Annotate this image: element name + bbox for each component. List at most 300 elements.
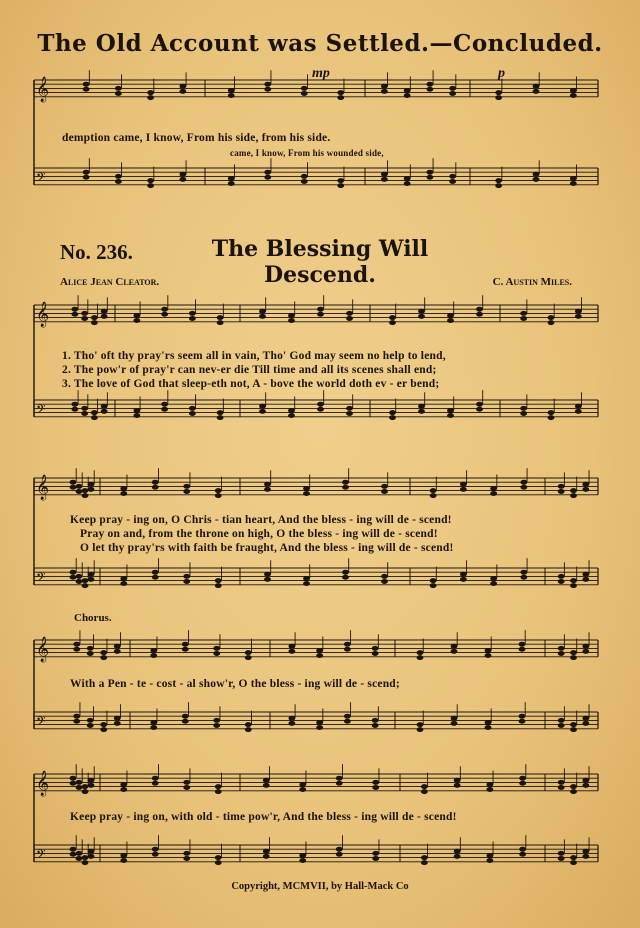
note-head — [115, 174, 122, 179]
note-head — [426, 82, 433, 87]
note-head — [570, 493, 577, 498]
bass-clef: 𝄢 — [36, 401, 46, 420]
note-head — [418, 409, 425, 414]
note-head — [70, 852, 77, 857]
note-head — [182, 642, 189, 647]
note-head — [299, 858, 306, 863]
note-head — [183, 579, 190, 584]
note-head — [71, 307, 78, 312]
note-head — [228, 181, 235, 186]
chorus-lyric-2: Keep pray - ing on, with old - time pow'r, And the bless - ing will de - scend! — [70, 811, 457, 823]
note-head — [228, 93, 235, 98]
note-head — [303, 486, 310, 491]
note-head — [264, 577, 271, 582]
note-head — [421, 784, 428, 789]
note-head — [336, 781, 343, 786]
note-head — [449, 174, 456, 179]
note-head — [150, 653, 157, 658]
note-head — [449, 86, 456, 91]
treble-clef: 𝄞 — [36, 770, 50, 796]
note-head — [519, 852, 526, 857]
note-head — [147, 95, 154, 100]
note-head — [575, 314, 582, 319]
note-head — [449, 179, 456, 184]
note-head — [495, 95, 502, 100]
note-head — [161, 312, 168, 317]
note-head — [548, 410, 555, 415]
note-head — [215, 493, 222, 498]
note-head — [451, 644, 458, 649]
note-head — [558, 579, 565, 584]
note-head — [342, 575, 349, 580]
note-head — [88, 577, 95, 582]
note-head — [217, 410, 224, 415]
note-head — [582, 721, 589, 726]
note-head — [582, 487, 589, 492]
note-head — [76, 579, 83, 584]
note-head — [189, 411, 196, 416]
note-head — [81, 311, 88, 316]
note-head — [519, 714, 526, 719]
dynamic-mark-mp: mp — [312, 66, 330, 81]
note-head — [152, 575, 159, 580]
note-head — [259, 409, 266, 414]
note-head — [147, 178, 154, 183]
note-head — [417, 650, 424, 655]
note-head — [288, 649, 295, 654]
note-head — [150, 720, 157, 725]
verse-2-lyric-a: 2. The pow'r of pray'r can nev-er die Till time and all its scenes shall end; — [62, 364, 437, 376]
note-head — [447, 413, 454, 418]
note-head — [183, 484, 190, 489]
note-head — [82, 855, 89, 860]
note-head — [70, 575, 77, 580]
note-head — [421, 789, 428, 794]
chorus-lyric-1: With a Pen - te - cost - al show'r, O the bless - ing will de - scend; — [70, 678, 400, 690]
note-head — [570, 583, 577, 588]
note-head — [337, 183, 344, 188]
hymn-author: Alice Jean Cleator. — [60, 276, 160, 288]
note-head — [100, 727, 107, 732]
note-head — [147, 90, 154, 95]
bass-clef: 𝄢 — [36, 569, 46, 588]
verse-3-lyric-a: 3. The love of God that sleep-eth not, A - bove the world doth ev - er bend; — [62, 378, 440, 390]
note-head — [147, 183, 154, 188]
note-head — [570, 727, 577, 732]
note-head — [213, 646, 220, 651]
note-head — [372, 651, 379, 656]
note-head — [82, 583, 89, 588]
note-head — [404, 88, 411, 93]
note-head — [485, 720, 492, 725]
note-head — [495, 183, 502, 188]
note-head — [161, 402, 168, 407]
note-head — [88, 778, 95, 783]
note-head — [259, 314, 266, 319]
note-head — [337, 90, 344, 95]
note-head — [189, 316, 196, 321]
note-head — [476, 312, 483, 317]
note-head — [213, 723, 220, 728]
dynamic-mark-p: p — [498, 66, 505, 81]
note-head — [460, 482, 467, 487]
note-head — [548, 415, 555, 420]
note-head — [76, 574, 83, 579]
note-head — [317, 312, 324, 317]
note-head — [245, 727, 252, 732]
note-head — [259, 309, 266, 314]
note-head — [582, 854, 589, 859]
note-head — [76, 785, 83, 790]
note-head — [179, 84, 186, 89]
note-head — [582, 572, 589, 577]
note-head — [418, 314, 425, 319]
note-head — [87, 718, 94, 723]
note-head — [519, 642, 526, 647]
note-head — [73, 719, 80, 724]
note-head — [337, 178, 344, 183]
note-head — [381, 489, 388, 494]
note-head — [91, 410, 98, 415]
note-head — [418, 309, 425, 314]
note-head — [346, 311, 353, 316]
note-head — [299, 853, 306, 858]
note-head — [519, 719, 526, 724]
note-head — [447, 408, 454, 413]
note-head — [83, 82, 90, 87]
note-head — [548, 320, 555, 325]
note-head — [91, 315, 98, 320]
note-head — [417, 655, 424, 660]
note-head — [182, 647, 189, 652]
note-head — [520, 411, 527, 416]
note-head — [486, 787, 493, 792]
note-head — [533, 177, 540, 182]
note-head — [381, 579, 388, 584]
verse-3-lyric-b: O let thy pray'rs with faith be fraught, And the bless - ing will de - scend! — [80, 542, 454, 554]
note-head — [120, 787, 127, 792]
note-head — [299, 787, 306, 792]
note-head — [404, 93, 411, 98]
note-head — [520, 480, 527, 485]
note-head — [337, 95, 344, 100]
continued-hymn-title: The Old Account was Settled.—Concluded. — [37, 30, 603, 57]
note-head — [76, 484, 83, 489]
note-head — [381, 177, 388, 182]
note-head — [120, 858, 127, 863]
note-head — [87, 651, 94, 656]
chorus-label: Chorus. — [74, 612, 112, 624]
note-head — [582, 716, 589, 721]
note-head — [82, 488, 89, 493]
note-head — [495, 90, 502, 95]
note-head — [389, 410, 396, 415]
copyright-notice: Copyright, MCMVII, by Hall-Mack Co — [231, 881, 409, 892]
note-head — [183, 574, 190, 579]
note-head — [558, 489, 565, 494]
note-head — [372, 780, 379, 785]
note-head — [570, 88, 577, 93]
note-head — [519, 847, 526, 852]
note-head — [570, 650, 577, 655]
note-head — [336, 852, 343, 857]
bass-clef: 𝄢 — [36, 713, 46, 732]
note-head — [570, 578, 577, 583]
note-head — [558, 780, 565, 785]
note-head — [486, 858, 493, 863]
note-head — [418, 404, 425, 409]
note-head — [82, 578, 89, 583]
note-head — [417, 727, 424, 732]
note-head — [81, 411, 88, 416]
note-head — [91, 415, 98, 420]
note-head — [495, 178, 502, 183]
note-head — [152, 480, 159, 485]
note-head — [372, 851, 379, 856]
note-head — [100, 655, 107, 660]
note-head — [100, 650, 107, 655]
note-head — [183, 856, 190, 861]
note-head — [73, 642, 80, 647]
note-head — [215, 583, 222, 588]
note-head — [558, 785, 565, 790]
note-head — [490, 581, 497, 586]
note-head — [570, 789, 577, 794]
note-head — [288, 408, 295, 413]
note-head — [303, 581, 310, 586]
treble-clef: 𝄞 — [36, 474, 50, 500]
note-head — [476, 407, 483, 412]
note-head — [582, 649, 589, 654]
note-head — [558, 574, 565, 579]
note-head — [558, 484, 565, 489]
note-head — [520, 575, 527, 580]
note-head — [570, 855, 577, 860]
note-head — [88, 849, 95, 854]
note-head — [71, 407, 78, 412]
note-head — [389, 415, 396, 420]
note-head — [417, 722, 424, 727]
note-head — [426, 175, 433, 180]
note-head — [372, 646, 379, 651]
note-head — [381, 172, 388, 177]
note-head — [570, 722, 577, 727]
note-head — [288, 413, 295, 418]
note-head — [88, 572, 95, 577]
note-head — [548, 315, 555, 320]
note-head — [215, 855, 222, 860]
note-head — [87, 723, 94, 728]
note-head — [558, 856, 565, 861]
note-head — [317, 307, 324, 312]
note-head — [485, 725, 492, 730]
note-head — [389, 320, 396, 325]
note-head — [263, 854, 270, 859]
note-head — [558, 646, 565, 651]
note-head — [101, 309, 108, 314]
note-head — [114, 644, 121, 649]
note-head — [317, 402, 324, 407]
note-head — [451, 649, 458, 654]
note-head — [120, 581, 127, 586]
note-head — [101, 404, 108, 409]
note-head — [288, 313, 295, 318]
note-head — [215, 578, 222, 583]
note-head — [88, 854, 95, 859]
note-head — [152, 852, 159, 857]
note-head — [215, 488, 222, 493]
note-head — [421, 860, 428, 865]
note-head — [120, 491, 127, 496]
note-head — [570, 93, 577, 98]
note-head — [120, 576, 127, 581]
note-head — [336, 776, 343, 781]
note-head — [245, 722, 252, 727]
note-head — [73, 714, 80, 719]
note-head — [264, 87, 271, 92]
note-head — [582, 849, 589, 854]
note-head — [213, 651, 220, 656]
note-head — [520, 570, 527, 575]
note-head — [183, 785, 190, 790]
note-head — [115, 86, 122, 91]
note-head — [259, 404, 266, 409]
treble-clef: 𝄞 — [36, 301, 50, 327]
note-head — [346, 411, 353, 416]
note-head — [575, 404, 582, 409]
note-head — [152, 570, 159, 575]
note-head — [83, 175, 90, 180]
note-head — [558, 723, 565, 728]
note-head — [558, 851, 565, 856]
note-head — [485, 653, 492, 658]
note-head — [133, 313, 140, 318]
note-head — [71, 312, 78, 317]
note-head — [70, 485, 77, 490]
note-head — [120, 782, 127, 787]
note-head — [301, 174, 308, 179]
note-head — [161, 407, 168, 412]
note-head — [263, 783, 270, 788]
note-head — [189, 406, 196, 411]
note-head — [264, 175, 271, 180]
note-head — [87, 646, 94, 651]
note-head — [133, 408, 140, 413]
note-head — [430, 493, 437, 498]
note-head — [421, 855, 428, 860]
verse-1-lyric-b: Keep pray - ing on, O Chris - tian heart, And the bless - ing will de - scend! — [70, 514, 452, 526]
note-head — [263, 849, 270, 854]
note-head — [152, 781, 159, 786]
note-head — [336, 847, 343, 852]
note-head — [454, 854, 461, 859]
note-head — [82, 493, 89, 498]
note-head — [303, 491, 310, 496]
note-head — [182, 719, 189, 724]
note-head — [454, 783, 461, 788]
note-head — [582, 482, 589, 487]
note-head — [570, 488, 577, 493]
note-head — [133, 318, 140, 323]
note-head — [520, 316, 527, 321]
note-head — [426, 170, 433, 175]
note-head — [344, 719, 351, 724]
note-head — [101, 409, 108, 414]
note-head — [264, 82, 271, 87]
note-head — [476, 307, 483, 312]
note-head — [381, 89, 388, 94]
note-head — [228, 88, 235, 93]
note-head — [342, 480, 349, 485]
note-head — [460, 487, 467, 492]
note-head — [245, 655, 252, 660]
note-head — [81, 316, 88, 321]
note-head — [217, 315, 224, 320]
note-head — [372, 723, 379, 728]
bass-clef: 𝄢 — [36, 846, 46, 865]
note-head — [490, 576, 497, 581]
note-head — [344, 642, 351, 647]
note-head — [83, 170, 90, 175]
note-head — [301, 86, 308, 91]
note-head — [570, 860, 577, 865]
note-head — [454, 849, 461, 854]
note-head — [575, 309, 582, 314]
note-head — [519, 647, 526, 652]
note-head — [70, 570, 77, 575]
note-head — [404, 176, 411, 181]
note-head — [301, 91, 308, 96]
note-head — [533, 84, 540, 89]
note-head — [217, 320, 224, 325]
note-head — [115, 91, 122, 96]
note-head — [426, 87, 433, 92]
note-head — [558, 651, 565, 656]
note-head — [114, 716, 121, 721]
note-head — [133, 413, 140, 418]
note-head — [486, 853, 493, 858]
note-head — [520, 485, 527, 490]
note-head — [301, 179, 308, 184]
note-head — [83, 87, 90, 92]
note-head — [460, 577, 467, 582]
note-head — [316, 725, 323, 730]
note-head — [344, 647, 351, 652]
note-head — [486, 782, 493, 787]
note-head — [183, 780, 190, 785]
note-head — [114, 649, 121, 654]
verse-1-lyric-a: 1. Tho' oft thy pray'rs seem all in vain, Tho' God may seem no help to lend, — [62, 350, 446, 362]
note-head — [582, 783, 589, 788]
concluded-lyric-line-2: came, I know, From his wounded side, — [230, 148, 384, 158]
note-head — [447, 313, 454, 318]
note-head — [88, 482, 95, 487]
note-head — [490, 491, 497, 496]
note-head — [189, 311, 196, 316]
note-head — [372, 785, 379, 790]
note-head — [570, 176, 577, 181]
note-head — [115, 179, 122, 184]
note-head — [316, 720, 323, 725]
note-head — [120, 486, 127, 491]
note-head — [485, 648, 492, 653]
verse-2-lyric-b: Pray on and, from the throne on high, O the bless - ing will de - scend! — [80, 528, 438, 540]
note-head — [217, 415, 224, 420]
note-head — [430, 578, 437, 583]
note-head — [288, 644, 295, 649]
note-head — [520, 406, 527, 411]
note-head — [372, 718, 379, 723]
